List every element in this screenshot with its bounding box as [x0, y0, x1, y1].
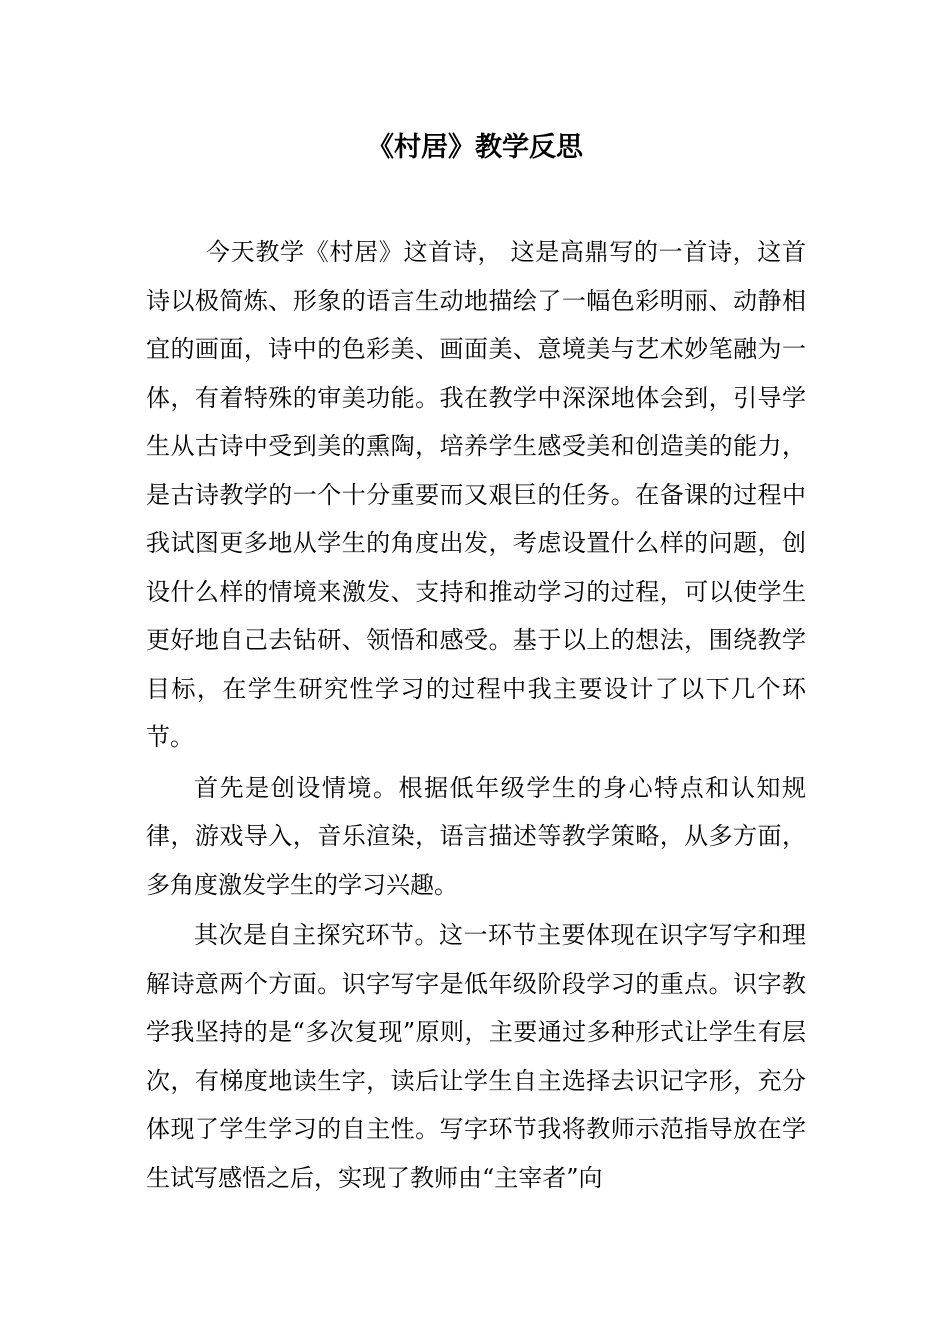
paragraph-self-exploration: 其次是自主探究环节。这一环节主要体现在识字写字和理解诗意两个方面。识字写字是低年级阶段学习的重点。识字教学我坚持的是“多次复现”原则，主要通过多种形式让学生有层次，有梯度地读生字，读后让学生自主选择去识记字形，充分体现了学生学习的自主性。写字环节我将教师示范指导放在学生试写感悟之后，实现了教师由“主宰者”向 — [146, 921, 806, 1192]
paragraph-situation: 首先是创设情境。根据低年级学生的身心特点和认知规律，游戏导入，音乐渲染，语言描述等教学策略，从多方面，多角度激发学生的学习兴趣。 — [146, 773, 806, 899]
document-title: 《村居》教学反思 — [367, 132, 583, 163]
document-body — [146, 228, 806, 1202]
paragraph-intro: 今天教学《村居》这首诗， 这是高鼎写的一首诗，这首诗以极简炼、形象的语言生动地描绘了一幅色彩明丽、动静相宜的画面，诗中的色彩美、画面美、意境美与艺术妙笔融为一体，有着特殊的审美功能。我在教学中深深地体会到，引导学生从古诗中受到美的熏陶，培养学生感受美和创造美的能力，是古诗教学的一个十分重要而又艰巨的任务。在备课的过程中我试图更多地从学生的角度出发，考虑设置什么样的问题，创设什么样的情境来激发、支持和推动学习的过程，可以使学生更好地自己去钻研、领悟和感受。基于以上的想法，围绕教学目标，在学生研究性学习的过程中我主要设计了以下几个环节。 — [146, 238, 806, 751]
